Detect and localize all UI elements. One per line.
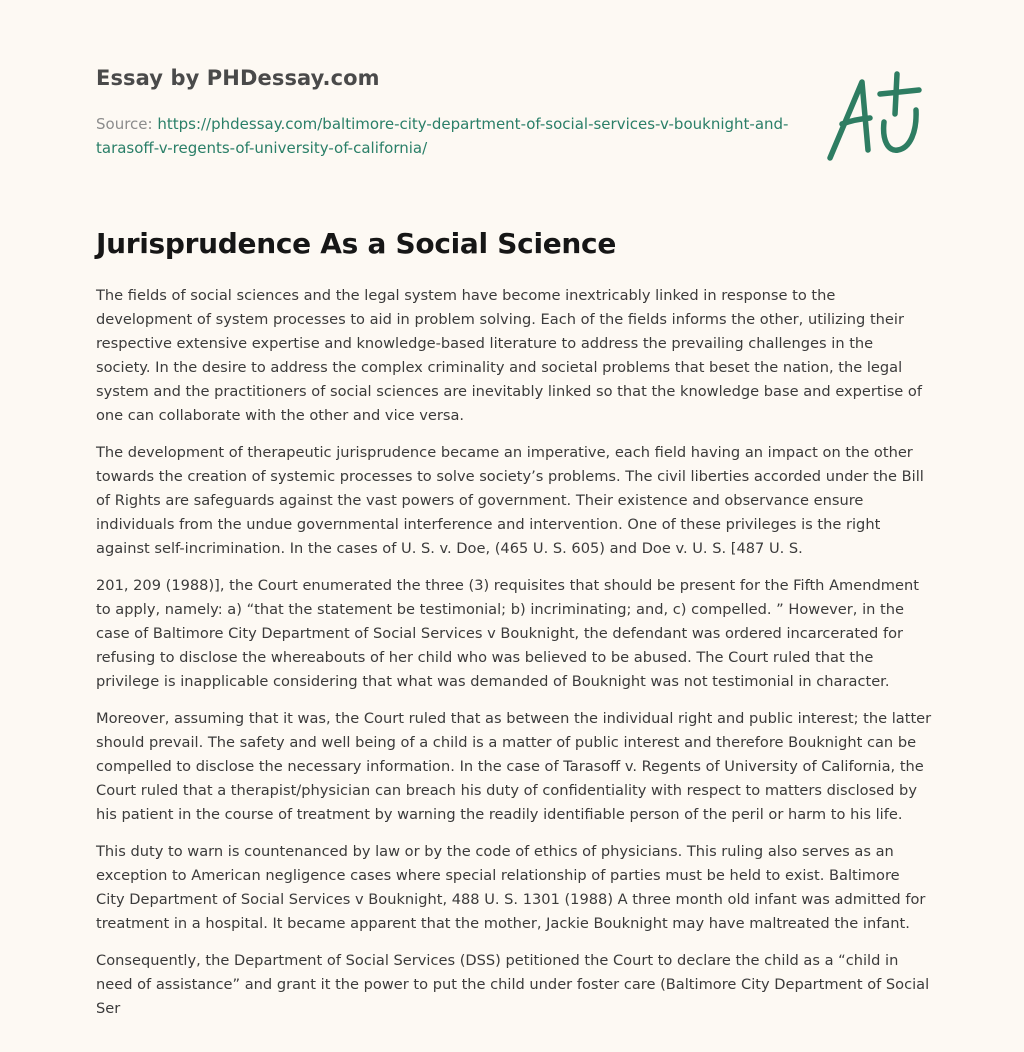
- a-plus-logo-icon: [818, 66, 930, 166]
- essay-paragraph-6: Consequently, the Department of Social Services (DSS) petitioned the Court to declare the child as a “child in need of assistance” and grant it the power to put the child under foster care (Baltimore City Department of Social Ser: [96, 952, 930, 1017]
- essay-paragraph-4: Moreover, assuming that it was, the Court ruled that as between the individual right and public interest; the latter should prevail. The safety and well being of a child is a matter of public interest and therefore Bouknight can be compelled to disclose the necessary information. In the case of Tarasoff v. Regents of University of California, the Court ruled that a therapist/physician can breach his duty of confidentiality with respect to matters disclosed by his patient in the course of treatment by warning the readily identifiable person of the peril or harm to his life.: [96, 710, 932, 823]
- site-title: Essay by PHDessay.com: [96, 66, 380, 90]
- source-line: [96, 112, 796, 160]
- source-label: Source:: [96, 115, 158, 133]
- essay-paragraph-1: The fields of social sciences and the legal system have become inextricably linked in response to the development of system processes to aid in problem solving. Each of the fields informs the other, utilizing their respective extensive expertise and knowledge-based literature to address the prevailing challenges in the society. In the desire to address the complex criminality and societal problems that beset the nation, the legal system and the practitioners of social sciences are inevitably linked so that the knowledge base and expertise of one can collaborate with the other and vice versa.: [96, 287, 922, 424]
- essay-body: [96, 284, 932, 1034]
- essay-paragraph-5: This duty to warn is countenanced by law or by the code of ethics of physicians. This ruling also serves as an exception to American negligence cases where special relationship of parties must be held to exist. Baltimore City Department of Social Services v Bouknight, 488 U. S. 1301 (1988) A three month old infant was admitted for treatment in a hospital. It became apparent that the mother, Jackie Bouknight may have maltreated the infant.: [96, 843, 926, 932]
- essay-paragraph-2: The development of therapeutic jurisprudence became an imperative, each field having an impact on the other towards the creation of systemic processes to solve society’s problems. The civil liberties accorded under the Bill of Rights are safeguards against the vast powers of government. Their existence and observance ensure individuals from the undue governmental interference and intervention. One of these privileges is the right against self-incrimination. In the cases of U. S. v. Doe, (465 U. S. 605) and Doe v. U. S. [487 U. S.: [96, 444, 924, 557]
- source-link[interactable]: https://phdessay.com/baltimore-city-department-of-social-services-v-bouknight-and-tarasoff-v-regents-of-university-of-california/: [96, 115, 789, 157]
- essay-paragraph-3: 201, 209 (1988)], the Court enumerated the three (3) requisites that should be present for the Fifth Amendment to apply, namely: a) “that the statement be testimonial; b) incriminating; and, c) compelled. ” However, in the case of Baltimore City Department of Social Services v Bouknight, the defendant was ordered incarcerated for refusing to disclose the whereabouts of her child who was believed to be abused. The Court ruled that the privilege is inapplicable considering that what was demanded of Bouknight was not testimonial in character.: [96, 577, 919, 690]
- essay-title: Jurisprudence As a Social Science: [96, 227, 617, 260]
